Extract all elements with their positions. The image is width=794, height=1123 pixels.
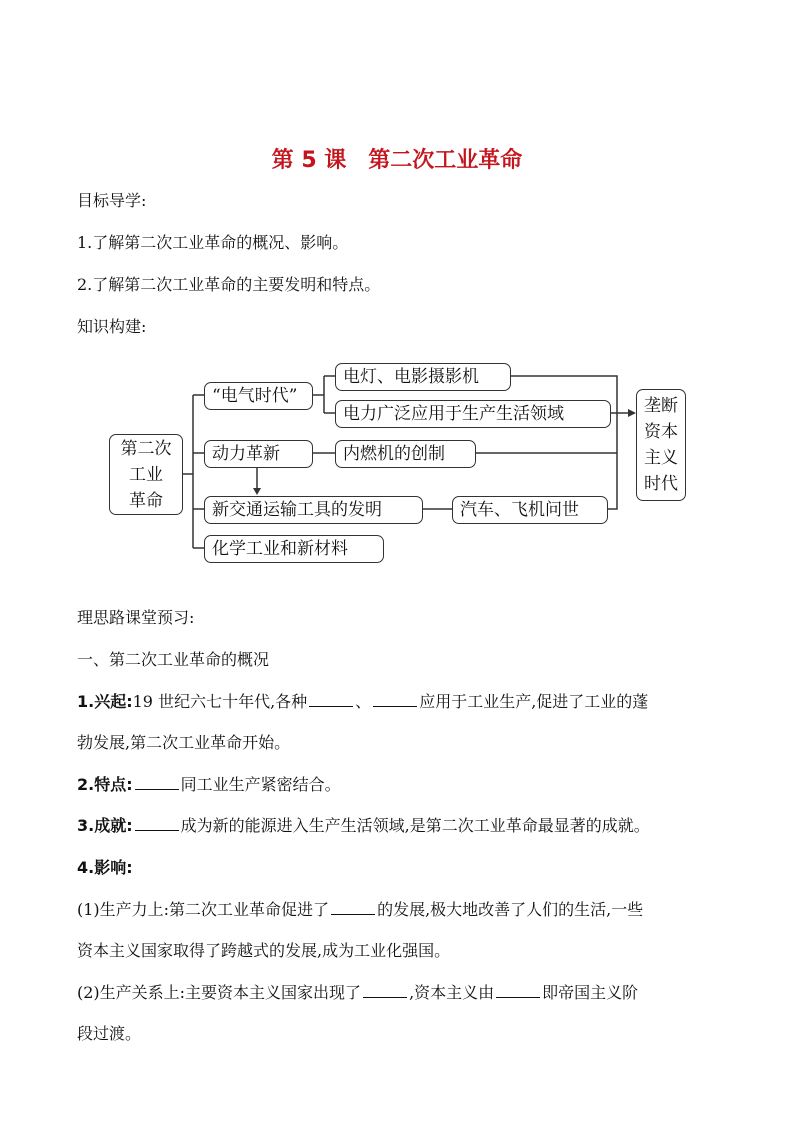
question-4-1-line-2: 资本主义国家取得了跨越式的发展,成为工业化强国。 [77,941,451,960]
blank-6 [363,982,407,998]
preview-heading: 理思路课堂预习: [77,608,195,627]
goals-heading: 目标导学: [77,191,147,210]
question-4-2-line-2: 段过渡。 [77,1024,142,1043]
branch-transport-inventions: 新交通运输工具的发明 [204,496,423,524]
question-3: 3.成就: 成为新的能源进入生产生活领域,是第二次工业革命最显著的成就。 [77,816,650,835]
blank-2 [373,691,417,707]
blank-1 [309,691,353,707]
blank-5 [331,899,375,915]
blank-4 [135,815,179,831]
section-heading: 一、第二次工业革命的概况 [77,650,270,669]
leaf-electric-light: 电灯、电影摄影机 [335,363,511,391]
result-node: 垄断 资本 主义 时代 [636,389,686,501]
question-2: 2.特点: 同工业生产紧密结合。 [77,775,341,794]
branch-chemical-industry: 化学工业和新材料 [204,535,384,563]
leaf-cars-planes: 汽车、飞机问世 [452,496,608,524]
goal-item-1: 1.了解第二次工业革命的概况、影响。 [77,233,349,252]
branch-power-innovation: 动力革新 [204,440,313,468]
question-4-2-line-1: (2)生产关系上:主要资本主义国家出现了 ,资本主义由 即帝国主义阶 [77,983,639,1002]
blank-3 [135,774,179,790]
lesson-title: 第 5 课 第二次工业革命 [271,148,523,173]
leaf-electric-power: 电力广泛应用于生产生活领域 [335,400,611,428]
leaf-combustion-engine: 内燃机的创制 [335,440,476,468]
question-1-line-1: 1.兴起:19 世纪六七十年代,各种 、 应用于工业生产,促进了工业的蓬 [77,692,649,711]
question-4-1-line-1: (1)生产力上:第二次工业革命促进了 的发展,极大地改善了人们的生活,一些 [77,900,644,919]
goal-item-2: 2.了解第二次工业革命的主要发明和特点。 [77,275,381,294]
question-4-heading: 4.影响: [77,858,133,877]
knowledge-heading: 知识构建: [77,317,147,336]
question-1-line-2: 勃发展,第二次工业革命开始。 [77,733,291,752]
branch-electric-age: “电气时代” [204,382,313,410]
root-node: 第二次 工业 革命 [109,434,183,515]
blank-7 [496,982,540,998]
